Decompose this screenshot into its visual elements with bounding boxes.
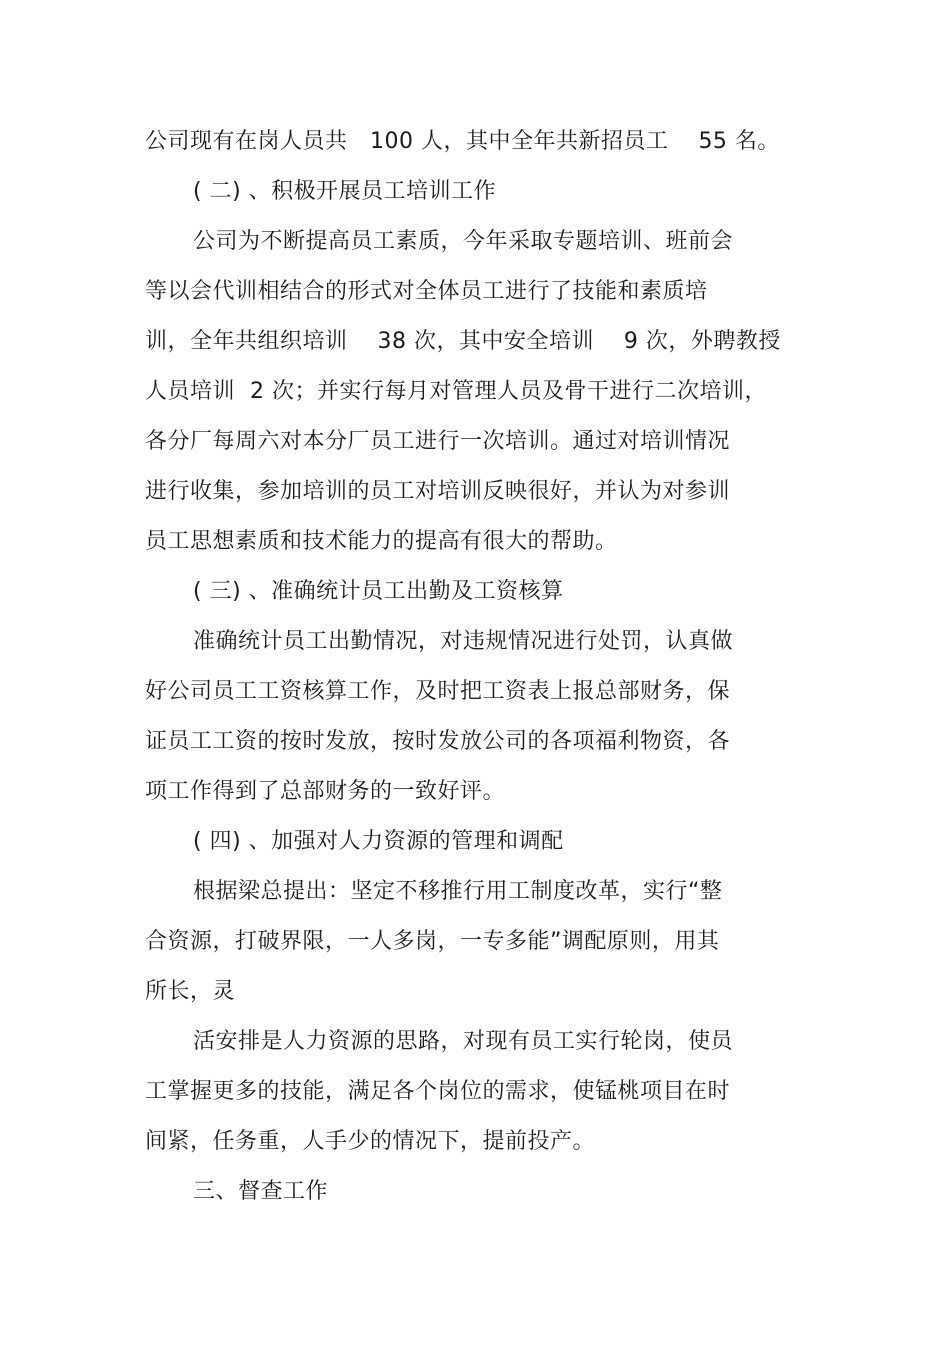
text-line: 员工思想素质和技术能力的提高有很大的帮助。	[145, 529, 618, 554]
section-heading-3: ( 三) 、准确统计员工出勤及工资核算	[193, 579, 564, 604]
text-line: 公司现有在岗人员共 100 人，其中全年共新招员工 55 名。	[145, 129, 780, 154]
text-line: 好公司员工工资核算工作，及时把工资表上报总部财务，保	[145, 679, 731, 704]
text-line: 活安排是人力资源的思路，对现有员工实行轮岗，使员	[193, 1029, 734, 1054]
text-line: 公司为不断提高员工素质，今年采取专题培训、班前会	[193, 229, 734, 254]
text-line: 证员工工资的按时发放，按时发放公司的各项福利物资，各	[145, 729, 731, 754]
text-line: 进行收集，参加培训的员工对培训反映很好，并认为对参训	[145, 479, 731, 504]
text-line: 等以会代训相结合的形式对全体员工进行了技能和素质培	[145, 279, 708, 304]
text-line: 人员培训 2 次；并实行每月对管理人员及骨干进行二次培训，	[145, 379, 767, 404]
section-heading-4: ( 四) 、加强对人力资源的管理和调配	[193, 829, 564, 854]
section-heading-2: ( 二) 、积极开展员工培训工作	[193, 179, 497, 204]
text-line: 准确统计员工出勤情况，对违规情况进行处罚，认真做	[193, 629, 734, 654]
text-line: 各分厂每周六对本分厂员工进行一次培训。通过对培训情况	[145, 429, 731, 454]
text-line: 项工作得到了总部财务的一致好评。	[145, 779, 506, 804]
text-line: 所长，灵	[145, 979, 236, 1004]
text-line: 根据梁总提出：坚定不移推行用工制度改革，实行“整	[193, 879, 723, 904]
text-line: 训，全年共组织培训 38 次，其中安全培训 9 次，外聘教授	[145, 329, 781, 354]
text-line: 间紧，任务重，人手少的情况下，提前投产。	[145, 1129, 596, 1154]
text-line: 工掌握更多的技能，满足各个岗位的需求，使锰桃项目在时	[145, 1079, 731, 1104]
section-heading-supervision: 三、督查工作	[193, 1179, 329, 1204]
text-line: 合资源，打破界限，一人多岗，一专多能”调配原则，用其	[145, 929, 720, 954]
